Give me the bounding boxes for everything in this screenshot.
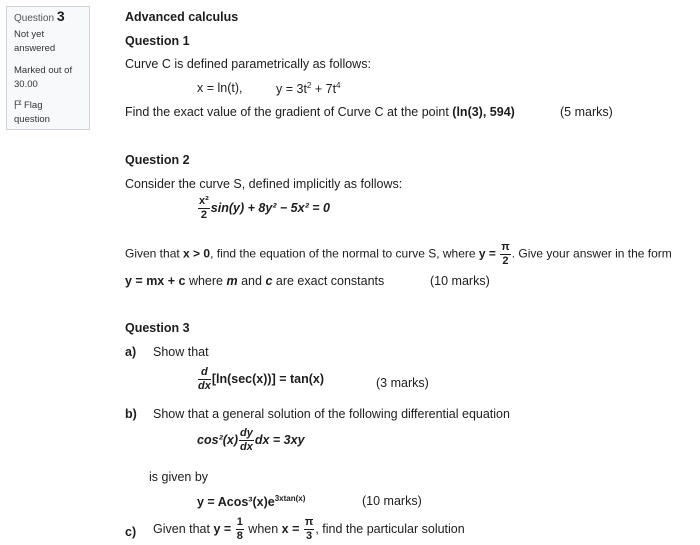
marked-line-2: 30.00	[14, 79, 38, 90]
q2-frac	[198, 196, 210, 221]
flag-question-link[interactable]	[14, 99, 42, 112]
q2-frac-den: 2	[200, 209, 207, 221]
q3c-label: c)	[125, 525, 137, 539]
status-line-1: Not yet	[14, 29, 45, 40]
q1-eq-y-mid: + 7t	[311, 82, 337, 97]
question-label: Question	[14, 13, 55, 24]
status-line-2: answered	[14, 43, 56, 54]
q3b-given: is given by	[149, 470, 209, 484]
q3c-den: 8	[236, 530, 243, 542]
q3c-text-pre: Given that	[153, 521, 210, 536]
q3a-equation	[197, 367, 324, 392]
q1-heading: Question 1	[125, 34, 190, 48]
question-number-value: 3	[56, 8, 65, 24]
q3b-eq-rest: dx = 3xy	[254, 432, 305, 447]
q2-eq-rest: sin(y) + 8y² − 5x² = 0	[210, 200, 330, 215]
page-title: Advanced calculus	[125, 10, 239, 24]
q2-equation	[197, 196, 330, 221]
q3a-ddx-frac	[198, 367, 211, 392]
q3b-dy-num: dy	[239, 427, 253, 439]
q2-pi-num: π	[501, 241, 510, 253]
q3c-text	[153, 517, 465, 542]
q2-form-eq: y = mx + c	[125, 274, 186, 288]
question-number	[14, 8, 65, 24]
flag-icon	[14, 100, 22, 109]
q2-given-post: . Give your answer in the form	[511, 246, 672, 261]
q3a-marks: (3 marks)	[376, 376, 429, 390]
q3c-num: 1	[236, 516, 243, 528]
q1-intro: Curve C is defined parametrically as follows:	[125, 57, 371, 71]
q3c-pi-num: π	[304, 516, 314, 528]
q3a-label: a)	[125, 345, 137, 359]
q3c-y: y =	[213, 521, 232, 536]
q2-form-where: where	[188, 274, 223, 288]
q3c-frac	[236, 517, 244, 542]
q3a-text: Show that	[153, 345, 209, 359]
q3a-d-num: d	[198, 367, 211, 380]
q3c-pi-den: 3	[306, 530, 313, 542]
q2-marks: (10 marks)	[430, 274, 490, 288]
q3c-post: , find the particular solution	[315, 521, 465, 536]
q3c-pi-frac	[304, 517, 314, 542]
q3c-x: x =	[281, 521, 300, 536]
q3b-marks: (10 marks)	[362, 494, 422, 508]
q2-given-mid: , find the equation of the normal to curve S, where	[210, 246, 476, 261]
q3a-d-den: dx	[198, 380, 211, 392]
q2-given-pre: Given that	[125, 246, 180, 261]
q2-given-cond: x > 0	[183, 246, 211, 261]
question-info-panel	[6, 6, 90, 130]
q2-given	[125, 242, 672, 267]
q2-form-post: are exact constants	[275, 274, 385, 288]
q3b-dy-den: dx	[239, 441, 253, 453]
q1-task-text: Find the exact value of the gradient of Curve C at the point	[125, 105, 449, 119]
q1-eq-x: x = ln(t),	[197, 81, 243, 95]
flag-label-2[interactable]: question	[14, 114, 50, 125]
flag-label-1: Flag	[24, 100, 43, 111]
q3b-label: b)	[125, 407, 137, 421]
q3b-sol-base: y = Acos³(x)e	[197, 495, 275, 510]
q2-pi-den: 2	[502, 255, 509, 267]
q2-form-c: c	[265, 274, 273, 288]
q2-intro: Consider the curve S, defined implicitly as follows:	[125, 177, 403, 191]
q2-form-and: and	[241, 274, 262, 288]
q3b-equation	[197, 428, 305, 453]
q3b-text: Show that a general solution of the following differential equation	[153, 407, 510, 421]
q2-heading: Question 2	[125, 153, 190, 167]
q1-task	[125, 105, 515, 119]
q1-marks: (5 marks)	[560, 105, 613, 119]
q2-pi-frac	[500, 242, 510, 267]
q3b-solution	[197, 494, 305, 509]
q1-eq-y-base: y = 3t	[276, 82, 307, 97]
q2-given-y: y =	[478, 246, 496, 261]
q3b-cos: cos²(x)	[197, 432, 238, 447]
q3a-eq: [ln(sec(x))] = tan(x)	[211, 371, 325, 386]
q3b-dydx-frac	[239, 428, 254, 453]
q1-eq-y-exp1: 2	[306, 81, 312, 90]
q3-heading: Question 3	[125, 321, 190, 335]
q2-frac-num: x²	[199, 195, 209, 207]
marked-line-1: Marked out of	[14, 65, 73, 76]
q1-eq-y-exp2: 4	[336, 81, 341, 90]
q1-eq-y	[276, 81, 341, 96]
q3c-when: when	[248, 521, 279, 536]
q3b-sol-exp: 3xtan(x)	[274, 494, 306, 503]
q2-form	[125, 274, 384, 288]
q1-point: (ln(3), 594)	[452, 105, 515, 119]
q2-form-m: m	[226, 274, 238, 288]
